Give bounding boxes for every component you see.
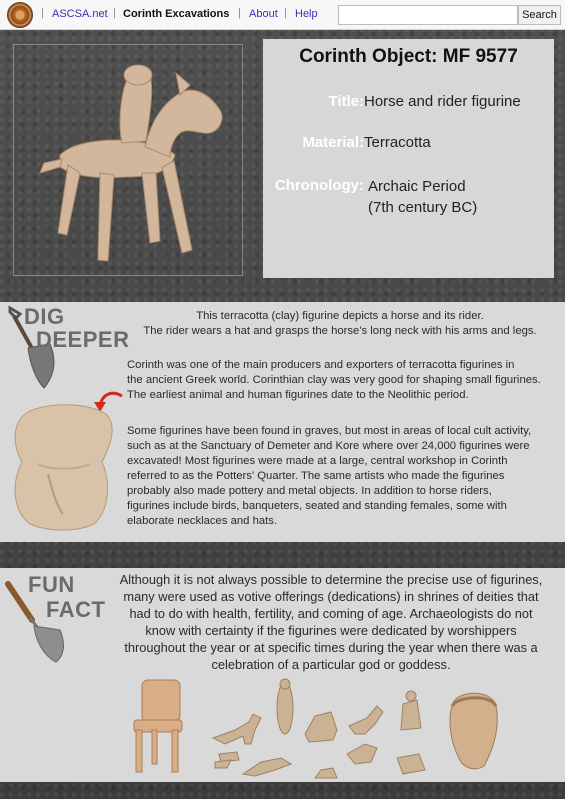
horse-rider-figurine-image bbox=[30, 55, 230, 270]
object-info-card bbox=[263, 39, 554, 278]
nav-link-help[interactable]: Help bbox=[295, 8, 318, 20]
dig-deeper-para3-line3: excavated! Most figurines were made at a large, central workshop in Corinth bbox=[127, 455, 508, 467]
search-input[interactable] bbox=[338, 5, 518, 25]
dig-deeper-para2-line1: Corinth was one of the main producers and exporters of terracotta figurines in bbox=[127, 359, 515, 371]
chronology-label: Chronology: bbox=[274, 177, 364, 194]
title-value: Horse and rider figurine bbox=[364, 93, 521, 110]
deeper-word: DEEPER bbox=[36, 327, 130, 352]
dig-deeper-para2-line2: the ancient Greek world. Corinthian clay was very good for shaping small figurines. bbox=[127, 374, 541, 386]
fun-word: FUN bbox=[28, 572, 75, 597]
fun-fact-line6: celebration of a particular god or goddess. bbox=[211, 657, 451, 672]
nav-link-corinth-excavations[interactable]: Corinth Excavations bbox=[123, 8, 230, 20]
top-nav-bar bbox=[0, 0, 565, 30]
nav-separator: | bbox=[113, 7, 116, 19]
dig-deeper-para3-line5: probably also made pottery and metal objects. In addition to horse riders, bbox=[127, 485, 492, 497]
material-label: Material: bbox=[302, 134, 364, 151]
neolithic-figurine-image bbox=[8, 404, 118, 532]
votive-figurines-group-image bbox=[205, 678, 440, 782]
ascsa-logo-icon[interactable] bbox=[7, 2, 33, 28]
nav-separator: | bbox=[284, 7, 287, 19]
fun-fact-line5: throughout the year or at specific times during the year when there was a bbox=[124, 640, 538, 655]
nav-separator: | bbox=[41, 7, 44, 19]
chair-figurine-image bbox=[122, 676, 192, 776]
dig-deeper-intro-line1: This terracotta (clay) figurine depicts a horse and its rider. bbox=[196, 310, 484, 322]
fun-fact-line3: had to do with health, fertility, and coming of age. Archaeologists do not bbox=[129, 606, 533, 621]
dig-deeper-para3-line4: referred to as the Potters' Quarter. The same artists who made the figurines bbox=[127, 470, 505, 482]
chronology-value-line1: Archaic Period bbox=[368, 178, 466, 195]
nav-separator: | bbox=[238, 7, 241, 19]
dig-deeper-para2-line3: The earliest animal and human figurines date to the Neolithic period. bbox=[127, 389, 469, 401]
dig-deeper-para3-line7: elaborate necklaces and hats. bbox=[127, 515, 278, 527]
dig-deeper-para3-line2: such as at the Sanctuary of Demeter and Kore where over 24,000 figurines were bbox=[127, 440, 530, 452]
fact-word: FACT bbox=[46, 597, 106, 622]
chronology-value-line2: (7th century BC) bbox=[368, 199, 478, 216]
dig-deeper-intro-line2: The rider wears a hat and grasps the horse's long neck with his arms and legs. bbox=[143, 325, 537, 337]
material-value: Terracotta bbox=[364, 134, 431, 151]
fun-fact-line1: Although it is not always possible to determine the precise use of figurines, bbox=[119, 572, 543, 587]
title-label: Title: bbox=[328, 93, 364, 110]
search-button[interactable]: Search bbox=[518, 5, 561, 25]
nav-link-ascsa[interactable]: ASCSA.net bbox=[52, 8, 108, 20]
dig-word: DIG bbox=[24, 304, 65, 329]
dig-deeper-para3-line1: Some figurines have been found in graves, but most in areas of local cult activity, bbox=[127, 425, 532, 437]
nav-link-about[interactable]: About bbox=[249, 8, 278, 20]
fun-fact-line4: know with certainty if the figurines were dedicated by worshippers bbox=[145, 623, 517, 638]
female-head-figurine-image bbox=[444, 686, 504, 774]
fun-fact-line2: many were used as votive offerings (dedications) in shrines of deities that bbox=[123, 589, 539, 604]
object-heading: Corinth Object: MF 9577 bbox=[299, 46, 518, 67]
dig-deeper-para3-line6: figurines include birds, banqueters, seated and standing females, some with bbox=[127, 500, 507, 512]
